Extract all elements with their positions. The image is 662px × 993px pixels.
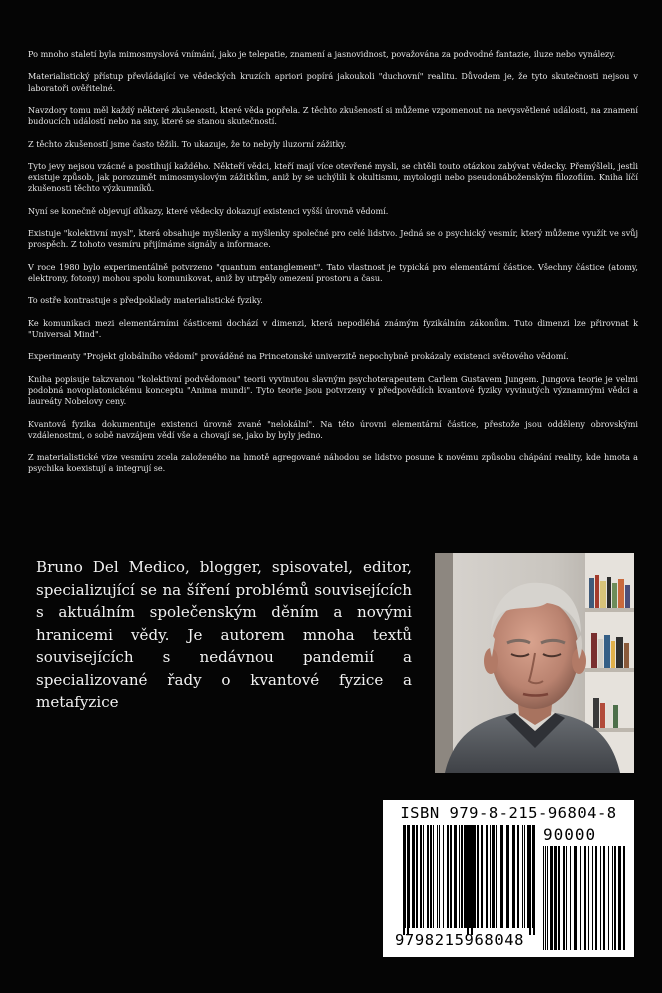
author-bio: Bruno Del Medico, blogger, spisovatel, editor, specializující se na šíření problémů souvisejících s aktuálním společenským děním a novými hranicemi vědy. Je autorem mnoha textů souvisejících s nedávnou pandemií a specializované řady o kvantové fyzice a metafyzice	[36, 558, 412, 711]
barcode-addon-digits: 90000	[543, 825, 597, 844]
barcode-panel	[383, 800, 634, 957]
description-paragraph: Ke komunikaci mezi elementárními částicemi dochází v dimenzi, která nepodléhá známým fyzikálním zákonům. Tuto dimenzi lze přirovnat k "Universal Mind".	[28, 317, 638, 339]
description-paragraph: Nyní se konečně objevují důkazy, které vědecky dokazují existenci vyšší úrovně vědomí.	[28, 205, 389, 216]
back-cover-description	[28, 49, 638, 486]
description-paragraph: V roce 1980 bylo experimentálně potvrzeno "quantum entanglement". Tato vlastnost je typická pro elementární částice. Všechny částice (atomy, elektrony, fotony) mohou spolu komunikovat, aniž by utrpěly omezení prostoru a času.	[28, 261, 638, 283]
barcode-ean-digits: 9798215968048	[395, 931, 525, 949]
description-paragraph: Kniha popisuje takzvanou "kolektivní podvědomou" teorii vyvinutou slavným psychoterapeutem Carlem Gustavem Jungem. Jungova teorie je velmi podobná novoplatonickému konceptu "Anima mundi". Tyto teorie jsou potvrzeny v předpovědích kvantové fyziky vyvinutých významnými vědci a laureáty Nobelovy ceny.	[28, 373, 638, 407]
author-photo	[435, 553, 634, 773]
description-paragraph: Materialistický přístup převládající ve vědeckých kruzích apriori popírá jakoukoli "duchovní" realitu. Důvodem je, že tyto skutečnosti nejsou v laboratoři ověřitelné.	[28, 71, 638, 93]
description-paragraph: Navzdory tomu měl každý některé zkušenosti, které věda popřela. Z těchto zkušeností si můžeme vzpomenout na nevysvětlené události, na znamení budoucích událostí nebo na sny, které se stanou skutečností.	[28, 104, 638, 127]
description-paragraph: To ostře kontrastuje s předpoklady materialistické fyziky.	[28, 295, 263, 306]
description-paragraph: Experimenty "Projekt globálního vědomí" prováděné na Princetonské univerzitě nepochybně prokázaly existenci světového vědomí.	[28, 351, 569, 362]
description-paragraph: Z těchto zkušeností jsme často těžili. To ukazuje, že to nebyly iluzorní zážitky.	[28, 138, 347, 149]
description-paragraph: Z materialistické vize vesmíru zcela založeného na hmotě agregované náhodou se lidstvo posune k novému způsobu chápání reality, kde hmota a psychika koexistují a integrují se.	[28, 452, 638, 474]
description-paragraph: Kvantová fyzika dokumentuje existenci úrovně zvané "nelokální". Na této úrovni elementární částice, přestože jsou odděleny obrovskými vzdálenostmi, o sobě navzájem vědí vše a chovají se, jako by byly jedno.	[28, 418, 638, 440]
description-paragraph: Tyto jevy nejsou vzácné a postihují každého. Někteří vědci, kteří mají více otevřené mysli, se chtěli touto otázkou zabývat vědecky. Přemýšleli, jestli existuje způsob, jak porozumět mimosmyslovým zážitkům, aniž by se uchýlili k okultismu, mytologii nebo pseudonáboženským filozofiím. Kniha líčí zkušenosti těchto výzkumníků.	[28, 160, 638, 194]
description-paragraph: Existuje "kolektivní mysl", která obsahuje myšlenky a myšlenky společné pro celé lidstvo. Jedná se o psychický vesmír, který můžeme využít ve svůj prospěch. Z tohoto vesmíru přijímáme signály a informace.	[28, 228, 638, 250]
isbn-label: ISBN 979-8-215-96804-8	[400, 804, 617, 822]
description-paragraph: Po mnoho staletí byla mimosmyslová vnímání, jako je telepatie, znamení a jasnovidnost, považována za podvodné fantazie, iluze nebo vynálezy.	[28, 49, 616, 59]
